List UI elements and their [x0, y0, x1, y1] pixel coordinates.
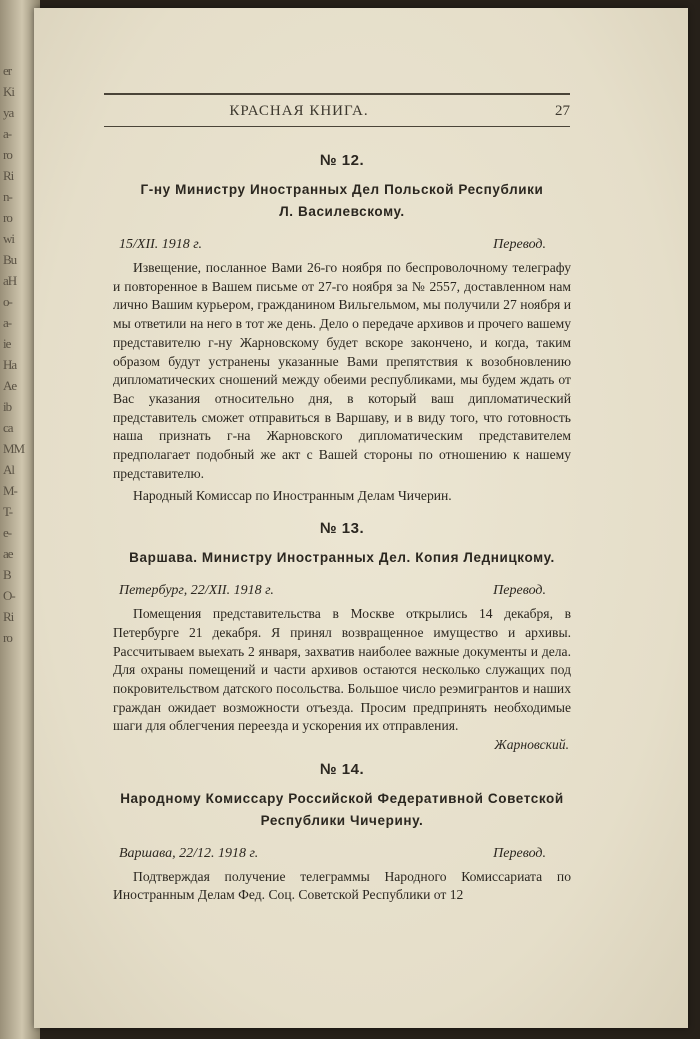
- heading-line: Г-ну Министру Иностранных Дел Польской Республики: [140, 182, 544, 197]
- left-page-fragment: er: [3, 63, 12, 78]
- document-meta: [113, 237, 571, 253]
- left-page-fragment: ie: [3, 336, 11, 351]
- document-date: Варшава, 22/12. 1918 г.: [119, 845, 259, 861]
- book-page: [34, 8, 688, 1028]
- left-page-fragment: Al: [3, 462, 14, 477]
- left-page-fragment: Bu: [3, 252, 17, 267]
- heading-line: Республики Чичерину.: [260, 812, 424, 828]
- document-14: [113, 761, 571, 905]
- document-heading: [113, 179, 571, 223]
- left-page-fragment: MM: [3, 441, 25, 456]
- document-number: № 13.: [319, 520, 365, 538]
- document-number: № 14.: [319, 760, 365, 778]
- left-page-fragment: O-: [3, 588, 15, 603]
- document-body: Подтверждая получение телеграммы Народного Комиссариата по Иностранным Делам Фед. Соц. Советской Республики от 12: [113, 868, 571, 903]
- header-rule-top: [104, 93, 570, 95]
- running-header-title: КРАСНАЯ КНИГА.: [229, 103, 369, 119]
- left-page-fragment: a-: [3, 315, 12, 330]
- left-page-fragment: aH: [3, 273, 17, 288]
- left-page-fragment: ib: [3, 399, 12, 414]
- left-page-fragment: a-: [3, 126, 12, 141]
- left-page-fragment: B: [3, 567, 11, 582]
- left-page-fragment: n-: [3, 189, 12, 204]
- left-page-fragment: ca: [3, 420, 13, 435]
- left-page-fragment: Ri: [3, 168, 14, 183]
- page-number: 27: [555, 103, 570, 119]
- document-signature: Жарновский.: [494, 737, 569, 753]
- translation-note: Перевод.: [493, 583, 546, 599]
- document-heading: [113, 547, 571, 569]
- left-page-fragment: M-: [3, 483, 17, 498]
- left-page-fragment: T-: [3, 504, 13, 519]
- page-content: [113, 152, 571, 905]
- left-page-fragment: Ri: [3, 609, 14, 624]
- heading-line: Варшава. Министру Иностранных Дел. Копия Ледницкому.: [129, 550, 555, 566]
- left-page-fragment: wi: [3, 231, 14, 246]
- document-12: [113, 152, 571, 506]
- left-page-fragment: Ha: [3, 357, 17, 372]
- left-page-fragment: Ki: [3, 84, 14, 99]
- left-page-text: [3, 60, 33, 648]
- document-date: Петербург, 22/XII. 1918 г.: [119, 583, 274, 599]
- document-meta: [113, 846, 571, 862]
- left-page-fragment: ro: [3, 147, 12, 162]
- left-page-fragment: ae: [3, 546, 13, 561]
- left-page-fragment: ya: [3, 105, 14, 120]
- document-13: [113, 520, 571, 755]
- heading-line: Л. Василевскому.: [279, 204, 405, 219]
- translation-note: Перевод.: [493, 237, 546, 252]
- left-page-fragment: Ae: [3, 378, 17, 393]
- document-heading: [113, 788, 571, 832]
- header-rule-bottom: [104, 126, 570, 127]
- left-page-fragment: e-: [3, 525, 12, 540]
- left-page-fragment: ro: [3, 630, 12, 645]
- left-page-fragment: o-: [3, 294, 12, 309]
- document-body: Помещения представительства в Москве открылись 14 декабря, в Петербурге 21 декабря. Я принял возвращенное имущество и архивы. Рассчитываем выехать 2 января, захватив наиболее важные документы и дела. Для охраны помещений и части архивов остаются несколько служащих под покровительством датского посольства. Большое число реэмигрантов и наших граждан ожидает возможности отъезда. Просим предпринять необходимые шаги для облегчения переезда и ускорения их отправления.: [113, 606, 571, 734]
- document-body: Извещение, посланное Вами 26-го ноября по беспроволочному телеграфу и повторенное в Вашем письме от 27-го ноября за № 2557, доставленном нам лично Вашим курьером, гражданином Вильгельмом, мы получили 27 ноября и мы ответили на него в тот же день. Дело о передаче архивов и прочего вашему представителю г-ну Жарновскому будет вскоре закончено, и когда, таким образом будут устранены указанные Вами препятствия к возобновлению дипломатических сношений между обеими республиками, мы будем ждать от Вас указания относительно дня, в который ваш дипломатический представитель сможет отправиться в Варшаву, и в виду того, что готовность наша признать г-на Жарновского дипломатическим представителем предполагает подобный же акт с Вашей стороны по отношению к нашему представителю.: [113, 260, 571, 481]
- left-page-fragment: ro: [3, 210, 12, 225]
- document-meta: [113, 583, 571, 599]
- document-date: 15/XII. 1918 г.: [119, 237, 203, 252]
- document-number: № 12.: [319, 152, 365, 169]
- translation-note: Перевод.: [493, 845, 546, 861]
- document-signature: Народный Комиссар по Иностранным Делам Чичерин.: [133, 488, 452, 504]
- heading-line: Народному Комиссару Российской Федеративной Советской: [120, 790, 564, 806]
